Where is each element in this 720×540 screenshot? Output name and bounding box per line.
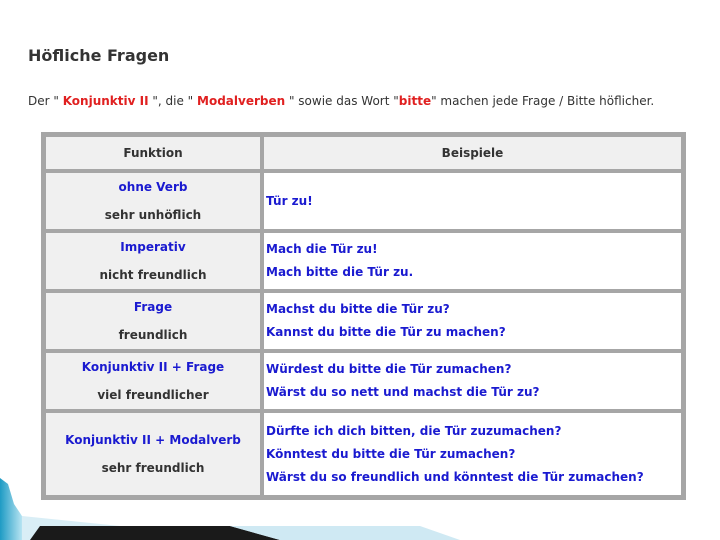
table-row — [44, 291, 683, 351]
function-name: Konjunktiv II + Frage — [81, 360, 225, 374]
intro-text-part: ", die " — [148, 94, 198, 108]
function-note: viel freundlicher — [97, 388, 209, 402]
table-row — [44, 231, 683, 291]
examples-cell — [262, 351, 683, 411]
function-name: Frage — [133, 300, 173, 314]
table-row — [44, 351, 683, 411]
function-name: ohne Verb — [118, 180, 188, 194]
intro-text-part: Der " — [28, 94, 63, 108]
page-title: Höfliche Fragen — [28, 46, 170, 65]
examples-cell — [262, 171, 683, 231]
function-note: sehr freundlich — [101, 461, 205, 475]
table-header-row — [44, 135, 683, 171]
function-note: freundlich — [118, 328, 188, 342]
example-sentence: Wärst du so nett und machst die Tür zu? — [266, 385, 540, 399]
function-cell — [44, 171, 262, 231]
intro-text — [28, 94, 654, 108]
highlight-bitte: bitte — [398, 94, 432, 108]
decorative-banner — [0, 450, 720, 540]
intro-text-part: " sowie das Wort " — [285, 94, 399, 108]
header-beispiele: Beispiele — [262, 135, 683, 171]
function-cell — [44, 231, 262, 291]
example-sentence: Tür zu! — [266, 193, 313, 208]
intro-text-part: " machen jede Frage / Bitte höflicher. — [431, 94, 655, 108]
table-row — [44, 171, 683, 231]
highlight-konjunktiv: Konjunktiv II — [62, 94, 149, 108]
highlight-modalverben: Modalverben — [197, 94, 286, 108]
example-sentence: Könntest du bitte die Tür zumachen? — [266, 446, 516, 461]
example-sentence: Mach bitte die Tür zu. — [266, 265, 414, 279]
example-sentence: Wärst du so freundlich und könntest die Tür zumachen? — [266, 469, 644, 484]
example-sentence: Kannst du bitte die Tür zu machen? — [266, 325, 506, 339]
example-sentence: Mach die Tür zu! — [266, 242, 378, 256]
politeness-table — [41, 132, 686, 500]
function-cell — [44, 351, 262, 411]
function-name: Konjunktiv II + Modalverb — [65, 433, 241, 447]
function-note: nicht freundlich — [99, 268, 207, 282]
function-cell — [44, 291, 262, 351]
example-sentence: Machst du bitte die Tür zu? — [266, 302, 450, 316]
examples-cell — [262, 291, 683, 351]
example-sentence: Würdest du bitte die Tür zumachen? — [266, 362, 512, 376]
function-name: Imperativ — [120, 240, 186, 254]
function-note: sehr unhöflich — [104, 208, 202, 222]
example-sentence: Dürfte ich dich bitten, die Tür zuzumachen? — [266, 423, 562, 438]
examples-cell — [262, 231, 683, 291]
header-funktion: Funktion — [44, 135, 262, 171]
banner-left-wedge — [0, 478, 22, 540]
